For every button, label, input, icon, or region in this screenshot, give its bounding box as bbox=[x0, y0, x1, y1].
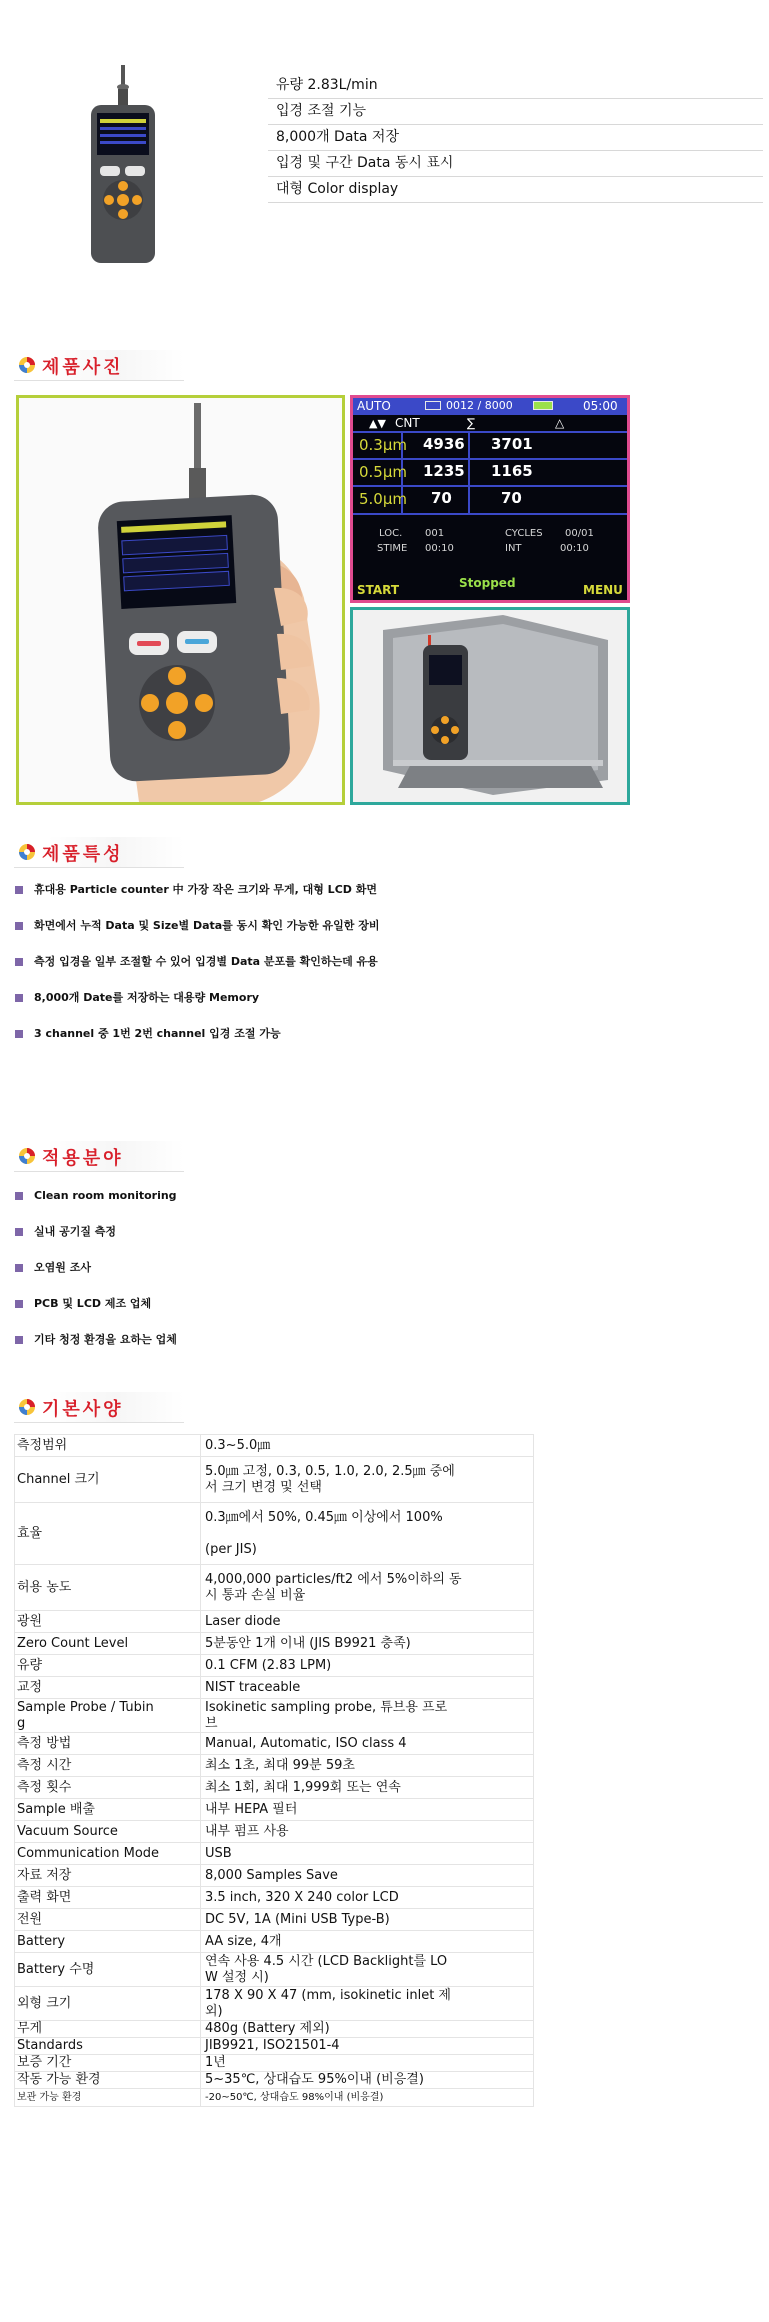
bullet-square-icon bbox=[15, 1030, 23, 1038]
spec-row bbox=[15, 2021, 534, 2038]
lcd-display-closeup bbox=[350, 395, 630, 603]
summary-list bbox=[268, 73, 763, 203]
carrying-case-illustration bbox=[353, 610, 627, 802]
spec-value bbox=[201, 1565, 534, 1611]
lcd-sum-symbol: ∑ bbox=[467, 416, 476, 430]
product-hand-photo bbox=[16, 395, 345, 805]
spec-key bbox=[15, 1777, 201, 1799]
summary-item: 입경 및 구간 Data 동시 표시 bbox=[268, 151, 763, 177]
spec-table bbox=[14, 1434, 534, 2107]
spec-key bbox=[15, 1755, 201, 1777]
spec-value-line: NIST traceable bbox=[205, 1679, 301, 1695]
lcd-delta-0: 3701 bbox=[491, 435, 533, 453]
spec-value-line: 내부 펌프 사용 bbox=[205, 1823, 289, 1839]
section-swirl-icon bbox=[18, 1398, 36, 1416]
spec-row bbox=[15, 1633, 534, 1655]
lcd-cnt-label: CNT bbox=[395, 416, 420, 430]
spec-value-line: 5.0㎛ 고정, 0.3, 0.5, 1.0, 2.0, 2.5㎛ 중에 bbox=[205, 1463, 455, 1479]
spec-row bbox=[15, 1655, 534, 1677]
spec-value-line: 5분동안 1개 이내 (JIS B9921 충족) bbox=[205, 1635, 411, 1651]
feature-text: 측정 입경을 일부 조절할 수 있어 입경별 Data 분포를 확인하는데 유용 bbox=[34, 955, 378, 968]
spec-key bbox=[15, 1799, 201, 1821]
spec-key-text: Channel 크기 bbox=[17, 1471, 100, 1487]
spec-key-text: 교정 bbox=[17, 1679, 43, 1695]
spec-value-line: (per JIS) bbox=[205, 1541, 257, 1557]
spec-value bbox=[201, 1755, 534, 1777]
spec-value bbox=[201, 1699, 534, 1733]
lcd-delta-symbol: △ bbox=[555, 416, 565, 430]
spec-key-text: Battery 수명 bbox=[17, 1961, 95, 1977]
spec-value-line: -20~50℃, 상대습도 98%이내 (비응결) bbox=[205, 2091, 384, 2103]
lcd-loc-value: 001 bbox=[425, 528, 445, 539]
spec-key-text: Sample 배출 bbox=[17, 1801, 95, 1817]
spec-key bbox=[15, 1953, 201, 1987]
spec-row bbox=[15, 1953, 534, 1987]
section-swirl-icon bbox=[18, 843, 36, 861]
feature-item bbox=[14, 881, 754, 917]
spec-key-text: Communication Mode bbox=[17, 1845, 160, 1861]
spec-value-line: 0.3~5.0㎛ bbox=[205, 1437, 271, 1453]
lcd-int-label: INT bbox=[505, 543, 522, 554]
bullet-square-icon bbox=[15, 922, 23, 930]
spec-key bbox=[15, 1633, 201, 1655]
spec-value bbox=[201, 1931, 534, 1953]
spec-row bbox=[15, 1565, 534, 1611]
spec-key-text: 유량 bbox=[17, 1657, 43, 1673]
spec-value bbox=[201, 1611, 534, 1633]
spec-key bbox=[15, 1887, 201, 1909]
spec-value bbox=[201, 1655, 534, 1677]
bullet-square-icon bbox=[15, 886, 23, 894]
lcd-loc-label: LOC. bbox=[379, 528, 403, 539]
lcd-time: 05:00 bbox=[583, 399, 618, 413]
spec-key bbox=[15, 2072, 201, 2089]
feature-text: 8,000개 Date를 저장하는 대용량 Memory bbox=[34, 991, 260, 1004]
spec-value bbox=[201, 1457, 534, 1503]
lcd-record-count: 0012 / 8000 bbox=[446, 399, 513, 412]
spec-value-line: Manual, Automatic, ISO class 4 bbox=[205, 1735, 407, 1751]
spec-value-line: 외) bbox=[205, 2003, 223, 2019]
spec-key bbox=[15, 1655, 201, 1677]
spec-row bbox=[15, 1733, 534, 1755]
application-text: 기타 청정 환경을 요하는 업체 bbox=[34, 1333, 177, 1346]
spec-key-text: 작동 가능 환경 bbox=[17, 2072, 101, 2087]
spec-key bbox=[15, 1457, 201, 1503]
spec-row bbox=[15, 1611, 534, 1633]
spec-key-text: 측정범위 bbox=[17, 1437, 68, 1453]
feature-item bbox=[14, 1025, 754, 1061]
application-text: Clean room monitoring bbox=[34, 1189, 177, 1202]
spec-row bbox=[15, 2072, 534, 2089]
application-item bbox=[14, 1223, 754, 1259]
lcd-size-0: 0.3µm bbox=[359, 436, 408, 454]
section-title: 기본사양 bbox=[42, 1399, 124, 1420]
spec-row bbox=[15, 1987, 534, 2021]
spec-row bbox=[15, 1887, 534, 1909]
spec-key bbox=[15, 1677, 201, 1699]
spec-value bbox=[201, 1799, 534, 1821]
application-list bbox=[14, 1187, 754, 1367]
spec-key-text: Sample Probe / Tubin bbox=[17, 1699, 154, 1715]
summary-item: 대형 Color display bbox=[268, 177, 763, 203]
spec-row bbox=[15, 2089, 534, 2107]
application-item bbox=[14, 1331, 754, 1367]
application-text: 오염원 조사 bbox=[34, 1261, 91, 1274]
spec-key bbox=[15, 1865, 201, 1887]
spec-row bbox=[15, 1503, 534, 1565]
spec-value bbox=[201, 1503, 534, 1565]
lcd-menu-label: MENU bbox=[583, 583, 623, 597]
summary-item: 8,000개 Data 저장 bbox=[268, 125, 763, 151]
spec-value bbox=[201, 1777, 534, 1799]
spec-value-line: 0.1 CFM (2.83 LPM) bbox=[205, 1657, 332, 1673]
spec-row bbox=[15, 2038, 534, 2055]
spec-key-text: Zero Count Level bbox=[17, 1635, 129, 1651]
spec-key bbox=[15, 2038, 201, 2055]
spec-key bbox=[15, 1821, 201, 1843]
spec-value-line: Isokinetic sampling probe, 튜브용 프로 bbox=[205, 1699, 448, 1715]
spec-value-line: 최소 1회, 최대 1,999회 또는 연속 bbox=[205, 1779, 401, 1795]
feature-item bbox=[14, 989, 754, 1025]
spec-key bbox=[15, 1909, 201, 1931]
lcd-int-value: 00:10 bbox=[560, 543, 589, 554]
feature-text: 화면에서 누적 Data 및 Size별 Data를 동시 확인 가능한 유일한 장비 bbox=[34, 919, 380, 932]
spec-key-text: 보관 가능 환경 bbox=[17, 2091, 82, 2103]
spec-key bbox=[15, 1987, 201, 2021]
spec-row bbox=[15, 1777, 534, 1799]
spec-key-text: 전원 bbox=[17, 1911, 43, 1927]
section-header-specs bbox=[14, 1392, 184, 1423]
spec-key-text: Battery bbox=[17, 1933, 66, 1949]
spec-value-line: JIB9921, ISO21501-4 bbox=[205, 2038, 340, 2053]
spec-row bbox=[15, 1843, 534, 1865]
spec-value-line: 내부 HEPA 필터 bbox=[205, 1801, 298, 1817]
spec-key-text: 외형 크기 bbox=[17, 1995, 72, 2011]
spec-key-text: 자료 저장 bbox=[17, 1867, 72, 1883]
lcd-size-1: 0.5µm bbox=[359, 463, 408, 481]
spec-row bbox=[15, 1865, 534, 1887]
feature-text: 휴대용 Particle counter 中 가장 작은 크기와 무게, 대형 LCD 화면 bbox=[34, 883, 377, 896]
spec-value bbox=[201, 1865, 534, 1887]
spec-value-line: 5~35℃, 상대습도 95%이내 (비응결) bbox=[205, 2072, 424, 2087]
spec-row bbox=[15, 1457, 534, 1503]
spec-value-line: USB bbox=[205, 1845, 232, 1861]
spec-row bbox=[15, 1909, 534, 1931]
bullet-square-icon bbox=[15, 1228, 23, 1236]
spec-key bbox=[15, 1843, 201, 1865]
spec-row bbox=[15, 1755, 534, 1777]
spec-key-text: 허용 농도 bbox=[17, 1579, 72, 1595]
spec-key-text: 무게 bbox=[17, 2021, 43, 2036]
section-swirl-icon bbox=[18, 356, 36, 374]
spec-value bbox=[201, 2055, 534, 2072]
spec-value bbox=[201, 1909, 534, 1931]
spec-value-line: 시 통과 손실 비율 bbox=[205, 1587, 306, 1603]
summary-item: 입경 조절 기능 bbox=[268, 99, 763, 125]
section-header-photo bbox=[14, 350, 184, 381]
spec-row bbox=[15, 1799, 534, 1821]
spec-key bbox=[15, 1611, 201, 1633]
section-header-applications bbox=[14, 1141, 184, 1172]
spec-key-text: 광원 bbox=[17, 1613, 43, 1629]
section-title: 제품특성 bbox=[42, 844, 124, 865]
spec-value-line: 1년 bbox=[205, 2055, 226, 2070]
spec-value bbox=[201, 1677, 534, 1699]
lcd-delta-1: 1165 bbox=[491, 462, 533, 480]
spec-value bbox=[201, 1987, 534, 2021]
spec-row bbox=[15, 1699, 534, 1733]
spec-key bbox=[15, 2021, 201, 2038]
section-header-features bbox=[14, 837, 184, 868]
spec-value bbox=[201, 1887, 534, 1909]
bullet-square-icon bbox=[15, 1336, 23, 1344]
application-item bbox=[14, 1295, 754, 1331]
spec-key-text: g bbox=[17, 1715, 26, 1731]
summary-item: 유량 2.83L/min bbox=[268, 73, 763, 99]
spec-value bbox=[201, 1821, 534, 1843]
spec-row bbox=[15, 1821, 534, 1843]
spec-key-text: 측정 방법 bbox=[17, 1735, 72, 1751]
spec-key-text: Vacuum Source bbox=[17, 1823, 118, 1839]
spec-key-text: Standards bbox=[17, 2038, 83, 2053]
lcd-delta-2: 70 bbox=[501, 489, 522, 507]
spec-key bbox=[15, 2089, 201, 2107]
lcd-size-2: 5.0µm bbox=[359, 490, 408, 508]
spec-value-line: 4,000,000 particles/ft2 에서 5%이하의 동 bbox=[205, 1571, 462, 1587]
spec-row bbox=[15, 1931, 534, 1953]
spec-value bbox=[201, 1843, 534, 1865]
lcd-sum-1: 1235 bbox=[423, 462, 465, 480]
spec-value bbox=[201, 1733, 534, 1755]
spec-value bbox=[201, 1953, 534, 1987]
feature-item bbox=[14, 917, 754, 953]
lcd-mode: AUTO bbox=[357, 399, 391, 413]
spec-key bbox=[15, 1565, 201, 1611]
lcd-sum-2: 70 bbox=[431, 489, 452, 507]
spec-value-line: AA size, 4개 bbox=[205, 1933, 282, 1949]
spec-value-line: 8,000 Samples Save bbox=[205, 1867, 338, 1883]
spec-row bbox=[15, 1435, 534, 1457]
application-item bbox=[14, 1259, 754, 1295]
spec-row bbox=[15, 1677, 534, 1699]
section-title: 제품사진 bbox=[42, 357, 124, 378]
bullet-square-icon bbox=[15, 994, 23, 1002]
feature-text: 3 channel 중 1번 2번 channel 입경 조절 가능 bbox=[34, 1027, 281, 1040]
section-title: 적용분야 bbox=[42, 1148, 124, 1169]
feature-list bbox=[14, 881, 754, 1061]
lcd-battery-level-icon bbox=[533, 401, 553, 410]
spec-value bbox=[201, 2021, 534, 2038]
spec-value-line: Laser diode bbox=[205, 1613, 281, 1629]
spec-key bbox=[15, 1699, 201, 1733]
lcd-status: Stopped bbox=[459, 576, 516, 590]
spec-value-line: 0.3㎛에서 50%, 0.45㎛ 이상에서 100% bbox=[205, 1509, 443, 1525]
spec-value bbox=[201, 2038, 534, 2055]
spec-key-text: 보증 기간 bbox=[17, 2055, 72, 2070]
spec-key bbox=[15, 1931, 201, 1953]
spec-key bbox=[15, 1733, 201, 1755]
bullet-square-icon bbox=[15, 1192, 23, 1200]
bullet-square-icon bbox=[15, 958, 23, 966]
spec-value-line: 연속 사용 4.5 시간 (LCD Backlight를 LO bbox=[205, 1953, 448, 1969]
spec-key-text: 출력 화면 bbox=[17, 1889, 72, 1905]
lcd-start-label: START bbox=[357, 583, 400, 597]
lcd-cycles-label: CYCLES bbox=[505, 528, 543, 539]
section-swirl-icon bbox=[18, 1147, 36, 1165]
lcd-cycles-value: 00/01 bbox=[565, 528, 594, 539]
spec-value bbox=[201, 1435, 534, 1457]
product-thumbnail-image bbox=[85, 65, 160, 265]
device-in-hand-illustration bbox=[19, 398, 342, 802]
spec-key bbox=[15, 1503, 201, 1565]
lcd-stime-value: 00:10 bbox=[425, 543, 454, 554]
spec-value-line: W 설정 시) bbox=[205, 1969, 269, 1985]
spec-value-line: 480g (Battery 제외) bbox=[205, 2021, 330, 2036]
lcd-battery-icon bbox=[425, 401, 441, 410]
spec-key bbox=[15, 1435, 201, 1457]
lcd-arrows-icon: ▲▼ bbox=[369, 417, 386, 430]
application-text: 실내 공기질 측정 bbox=[34, 1225, 117, 1238]
spec-value-line: 3.5 inch, 320 X 240 color LCD bbox=[205, 1889, 399, 1905]
spec-key-text: 효율 bbox=[17, 1525, 43, 1541]
application-item bbox=[14, 1187, 754, 1223]
spec-value bbox=[201, 2089, 534, 2107]
spec-value-line: 최소 1초, 최대 99분 59초 bbox=[205, 1757, 355, 1773]
spec-row bbox=[15, 2055, 534, 2072]
lcd-sum-0: 4936 bbox=[423, 435, 465, 453]
spec-value-line bbox=[205, 1526, 533, 1542]
spec-value-line: 브 bbox=[205, 1715, 218, 1731]
bullet-square-icon bbox=[15, 1264, 23, 1272]
spec-key bbox=[15, 2055, 201, 2072]
spec-value-line: DC 5V, 1A (Mini USB Type-B) bbox=[205, 1911, 390, 1927]
spec-value bbox=[201, 1633, 534, 1655]
spec-key-text: 측정 횟수 bbox=[17, 1779, 72, 1795]
spec-value-line: 178 X 90 X 47 (mm, isokinetic inlet 제 bbox=[205, 1987, 451, 2003]
feature-item bbox=[14, 953, 754, 989]
carrying-case-photo bbox=[350, 607, 630, 805]
application-text: PCB 및 LCD 제조 업체 bbox=[34, 1297, 152, 1310]
spec-key-text: 측정 시간 bbox=[17, 1757, 72, 1773]
spec-value bbox=[201, 2072, 534, 2089]
spec-value-line: 서 크기 변경 및 선택 bbox=[205, 1479, 322, 1495]
bullet-square-icon bbox=[15, 1300, 23, 1308]
lcd-stime-label: STIME bbox=[377, 543, 408, 554]
